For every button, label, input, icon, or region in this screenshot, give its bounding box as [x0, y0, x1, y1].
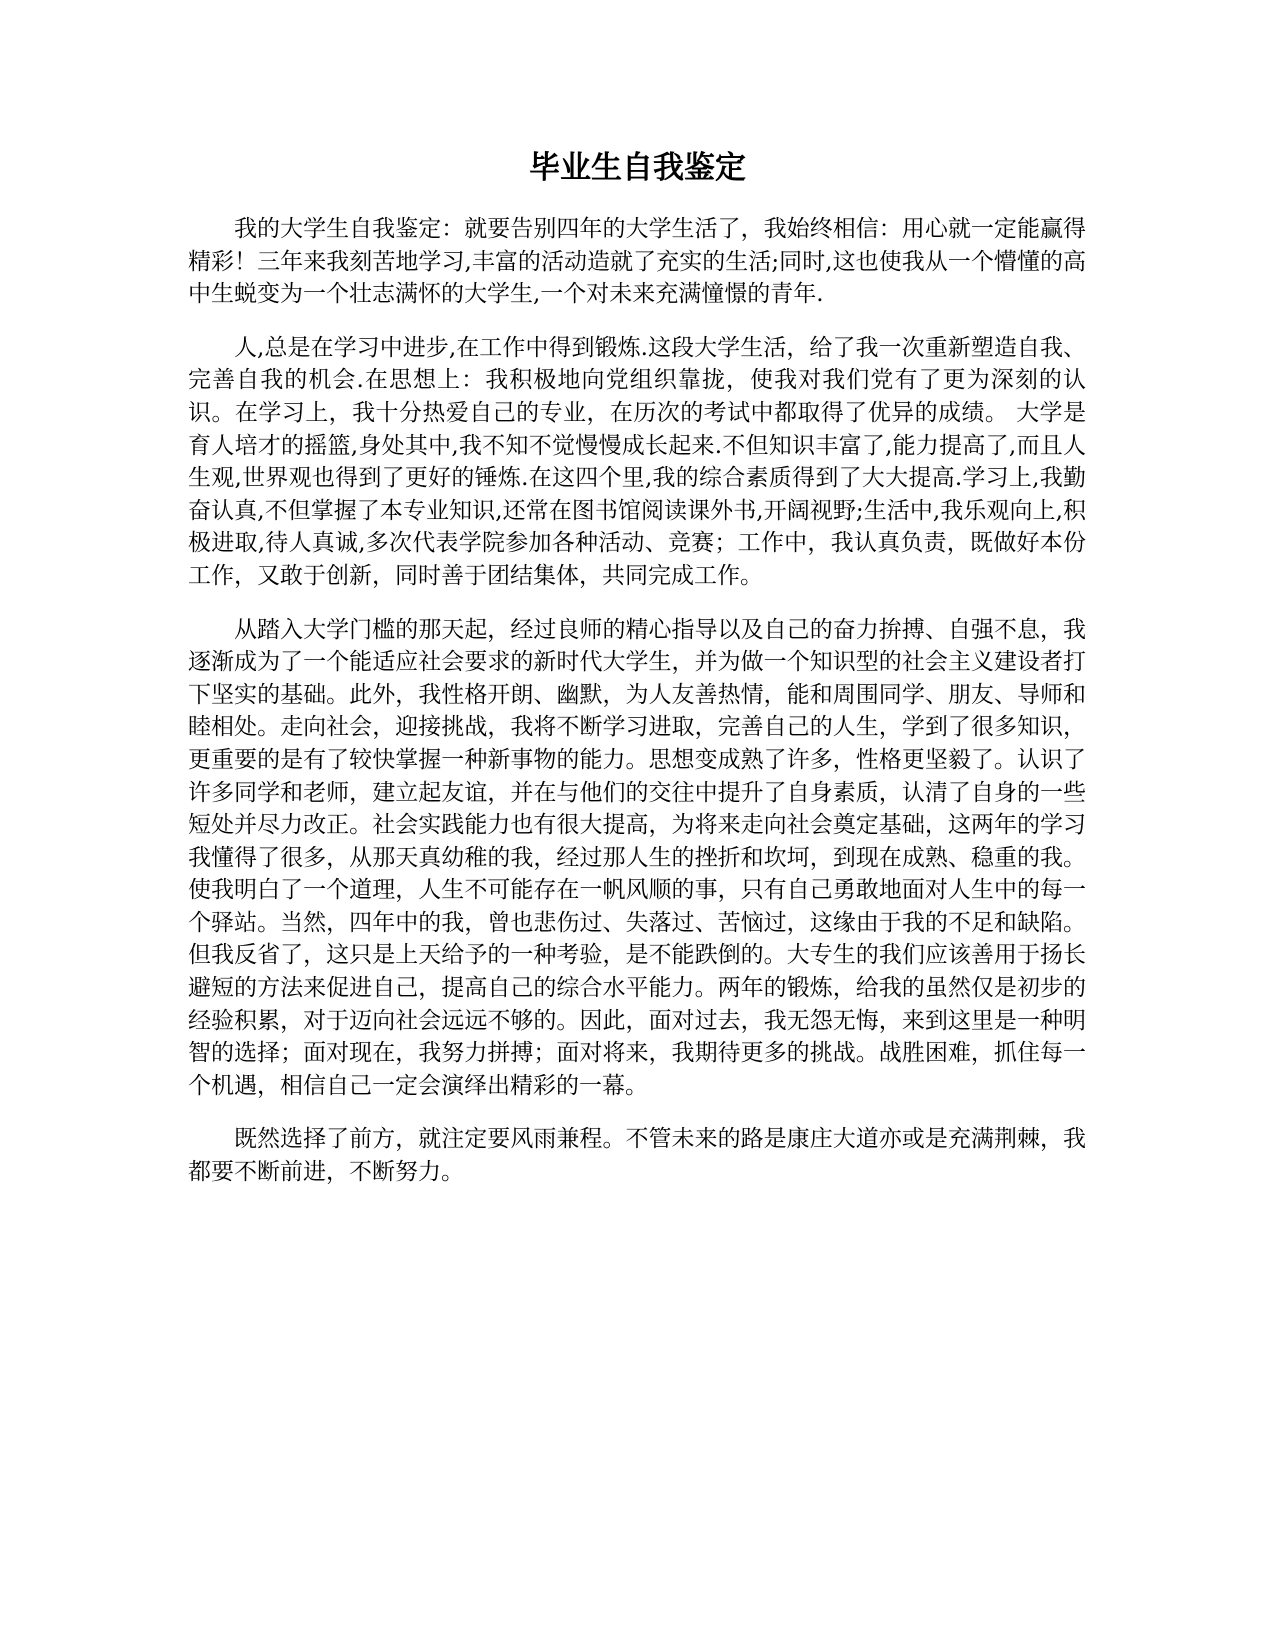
page-title: 毕业生自我鉴定 [529, 150, 746, 186]
paragraph-3: 从踏入大学门槛的那天起，经过良师的精心指导以及自己的奋力拚搏、自强不息，我逐渐成为了一个能适应社会要求的新时代大学生，并为做一个知识型的社会主义建设者打下坚实的基础。此外，我性格开朗、幽默，为人友善热情，能和周围同学、朋友、导师和睦相处。走向社会，迎接挑战，我将不断学习进取，完善自己的人生，学到了很多知识，更重要的是有了较快掌握一种新事物的能力。思想变成熟了许多，性格更坚毅了。认识了许多同学和老师，建立起友谊，并在与他们的交往中提升了自身素质，认清了自身的一些短处并尽力改正。社会实践能力也有很大提高，为将来走向社会奠定基础，这两年的学习我懂得了很多，从那天真幼稚的我，经过那人生的挫折和坎坷，到现在成熟、稳重的我。使我明白了一个道理，人生不可能存在一帆风顺的事，只有自己勇敢地面对人生中的每一个驿站。当然，四年中的我，曾也悲伤过、失落过、苦恼过，这缘由于我的不足和缺陷。但我反省了，这只是上天给予的一种考验，是不能跌倒的。大专生的我们应该善用于扬长避短的方法来促进自己，提高自己的综合水平能力。两年的锻炼，给我的虽然仅是初步的经验积累，对于迈向社会远远不够的。因此，面对过去，我无怨无悔，来到这里是一种明智的选择；面对现在，我努力拼搏；面对将来，我期待更多的挑战。战胜困难，抓住每一个机遇，相信自己一定会演绎出精彩的一幕。 [188, 616, 1086, 1099]
document-body [188, 213, 1086, 1210]
paragraph-2: 人,总是在学习中进步,在工作中得到锻炼.这段大学生活，给了我一次重新塑造自我、完善自我的机会.在思想上：我积极地向党组织靠拢，使我对我们党有了更为深刻的认识。在学习上，我十分热爱自己的专业，在历次的考试中都取得了优异的成绩。 大学是育人培才的摇篮,身处其中,我不知不觉慢慢成长起来.不但知识丰富了,能力提高了,而且人生观,世界观也得到了更好的锤炼.在这四个里,我的综合素质得到了大大提高.学习上,我勤奋认真,不但掌握了本专业知识,还常在图书馆阅读课外书,开阔视野;生活中,我乐观向上,积极进取,待人真诚,多次代表学院参加各种活动、竞赛；工作中，我认真负责，既做好本份工作，又敢于创新，同时善于团结集体，共同完成工作。 [188, 334, 1086, 589]
paragraph-1: 我的大学生自我鉴定：就要告别四年的大学生活了，我始终相信：用心就一定能赢得精彩！三年来我刻苦地学习,丰富的活动造就了充实的生活;同时,这也使我从一个懵懂的高中生蜕变为一个壮志满怀的大学生,一个对未来充满憧憬的青年. [188, 216, 1086, 308]
paragraph-4: 既然选择了前方，就注定要风雨兼程。不管未来的路是康庄大道亦或是充满荆棘，我都要不断前进，不断努力。 [188, 1126, 1086, 1186]
